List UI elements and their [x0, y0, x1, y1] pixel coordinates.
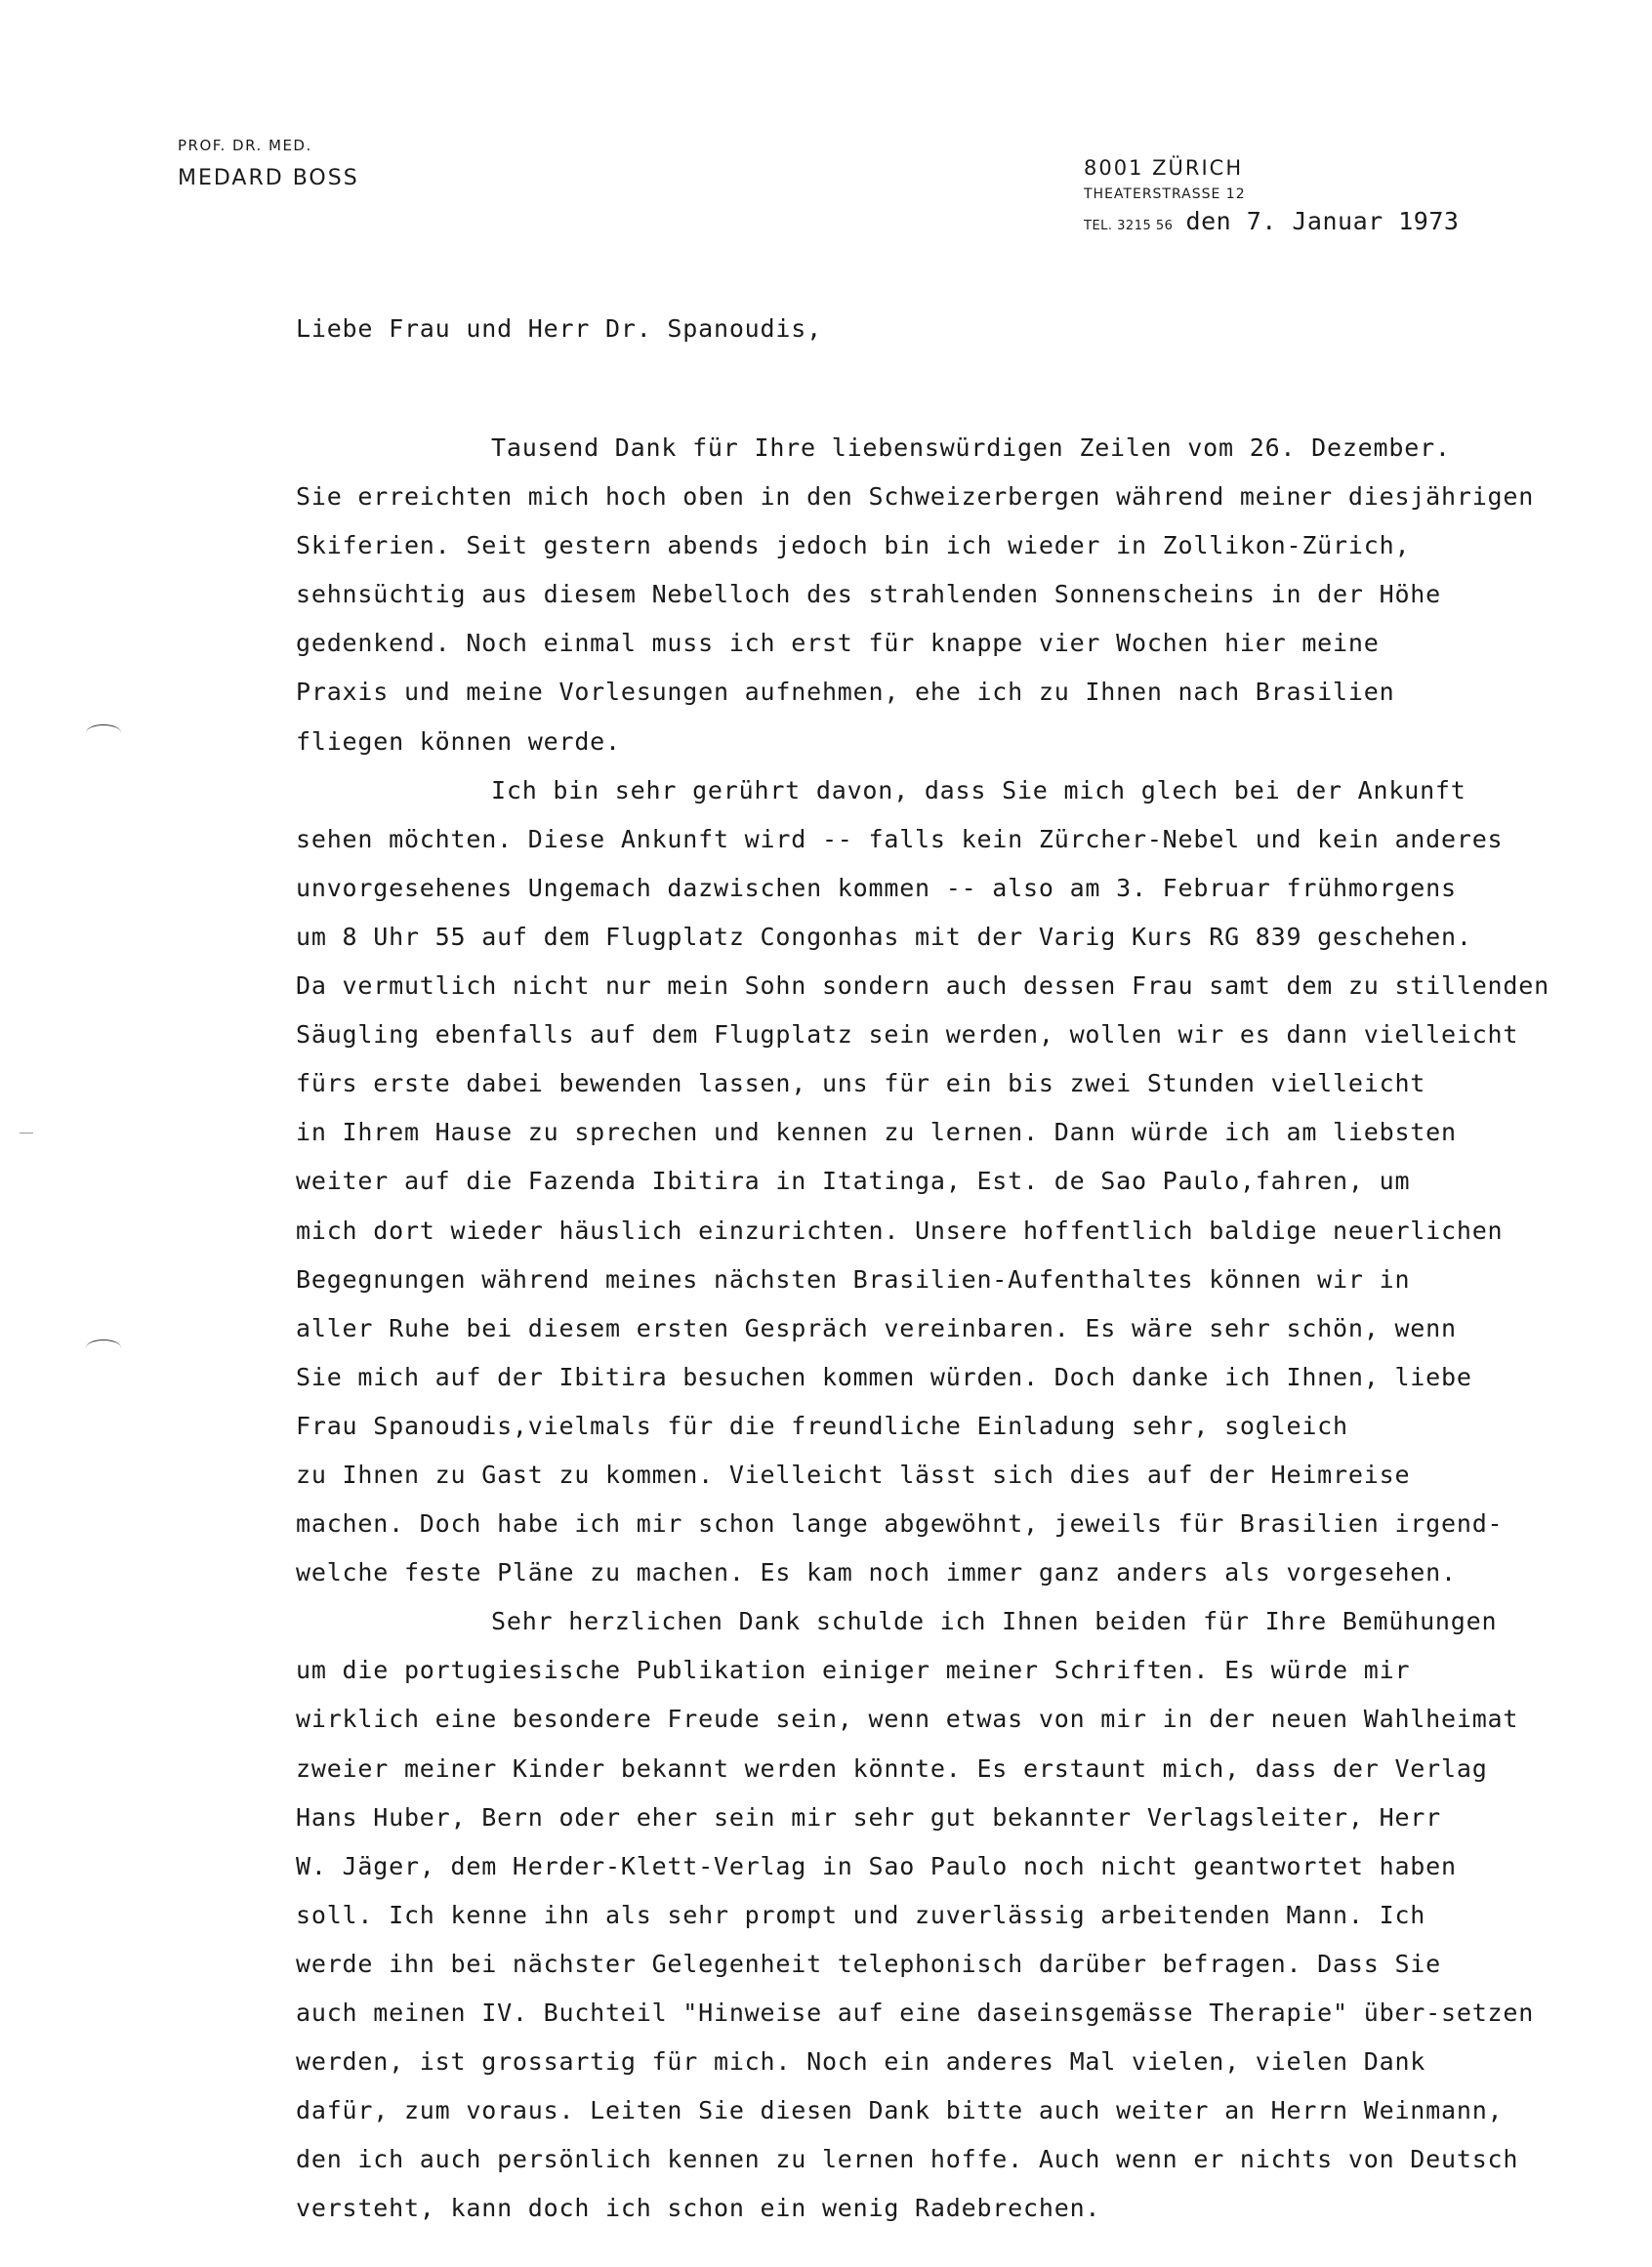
body-line: machen. Doch habe ich mir schon lange abgewöhnt, jeweils für Brasilien irgend- [296, 1509, 1504, 1539]
body-line: mich dort wieder häuslich einzurichten. Unsere hoffentlich baldige neuerlichen [296, 1216, 1504, 1245]
body-line: werde ihn bei nächster Gelegenheit telephonisch darüber befragen. Dass Sie [296, 1949, 1441, 1978]
body-line: um die portugiesische Publikation einiger meiner Schriften. Es würde mir [296, 1656, 1411, 1685]
sender-telephone: TEL. 3215 56 [1084, 218, 1174, 233]
body-line: um 8 Uhr 55 auf dem Flugplatz Congonhas mit der Varig Kurs RG 839 geschehen. [296, 922, 1472, 951]
body-line: soll. Ich kenne ihn als sehr prompt und zuverlässig arbeitenden Mann. Ich [296, 1900, 1426, 1929]
body-line: Frau Spanoudis,vielmals für die freundliche Einladung sehr, sogleich [296, 1411, 1348, 1440]
body-line: Hans Huber, Bern oder eher sein mir sehr gut bekannter Verlagsleiter, Herr [296, 1802, 1441, 1832]
body-line: Ich bin sehr gerührt davon, dass Sie mich glech bei der Ankunft [491, 775, 1466, 804]
letterhead-address [1084, 156, 1459, 236]
sender-city: 8001 ZÜRICH [1084, 156, 1244, 180]
body-line: Praxis und meine Vorlesungen aufnehmen, ehe ich zu Ihnen nach Brasilien [296, 678, 1395, 707]
body-line: Skiferien. Seit gestern abends jedoch bin ich wieder in Zollikon-Zürich, [296, 531, 1411, 560]
body-line: sehnsüchtig aus diesem Nebelloch des strahlenden Sonnenscheins in der Höhe [296, 580, 1441, 609]
body-line: Tausend Dank für Ihre liebenswürdigen Zeilen vom 26. Dezember. [491, 433, 1451, 462]
sender-street: THEATERSTRASSE 12 [1084, 186, 1246, 203]
body-line: auch meinen IV. Buchteil "Hinweise auf eine daseinsgemässe Therapie" über-setzen [296, 1999, 1535, 2027]
body-line: werden, ist grossartig für mich. Noch ein anderes Mal vielen, vielen Dank [296, 2047, 1426, 2077]
body-line: in Ihrem Hause zu sprechen und kennen zu lernen. Dann würde ich am liebsten [296, 1118, 1457, 1147]
body-line: zweier meiner Kinder bekannt werden könnte. Es erstaunt mich, dass der Verlag [296, 1753, 1488, 1783]
margin-punch-mark [86, 1340, 121, 1356]
sender-title: PROF. DR. MED. [178, 137, 312, 154]
body-line: zu Ihnen zu Gast zu kommen. Vielleicht lässt sich dies auf der Heimreise [296, 1460, 1411, 1489]
body-line: welche feste Pläne zu machen. Es kam noch immer ganz anders als vorgesehen. [296, 1558, 1457, 1587]
tel-date-line [1084, 207, 1459, 236]
salutation: Liebe Frau und Herr Dr. Spanoudis, [296, 314, 822, 343]
body-line: sehen möchten. Diese Ankunft wird -- falls kein Zürcher-Nebel und kein anderes [296, 824, 1504, 853]
letter-date: den 7. Januar 1973 [1185, 206, 1460, 235]
body-line: versteht, kann doch ich schon ein wenig Radebrechen. [296, 2194, 1101, 2223]
letter-body [296, 424, 1549, 2233]
body-line: den ich auch persönlich kennen zu lernen hoffe. Auch wenn er nichts von Deutsch [296, 2145, 1519, 2174]
body-line: Sie erreichten mich hoch oben in den Schweizerbergen während meiner diesjährigen [296, 482, 1535, 512]
body-line: weiter auf die Fazenda Ibitira in Itatinga, Est. de Sao Paulo,fahren, um [296, 1167, 1411, 1196]
body-line: fliegen können werde. [296, 726, 621, 756]
body-line: Begegnungen während meines nächsten Brasilien-Aufenthaltes können wir in [296, 1264, 1411, 1294]
margin-fold-mark [20, 1133, 33, 1134]
body-line: Sehr herzlichen Dank schulde ich Ihnen beiden für Ihre Bemühungen [491, 1607, 1498, 1636]
body-line: gedenkend. Noch einmal muss ich erst für knappe vier Wochen hier meine [296, 629, 1380, 658]
body-line: Säugling ebenfalls auf dem Flugplatz sein werden, wollen wir es dann vielleicht [296, 1020, 1519, 1050]
body-line: unvorgesehenes Ungemach dazwischen kommen -- also am 3. Februar frühmorgens [296, 873, 1457, 902]
body-line: dafür, zum voraus. Leiten Sie diesen Dank bitte auch weiter an Herrn Weinmann, [296, 2096, 1504, 2125]
sender-name: MEDARD BOSS [178, 165, 359, 190]
body-line: Da vermutlich nicht nur mein Sohn sondern auch dessen Frau samt dem zu stillenden [296, 971, 1549, 1001]
body-line: wirklich eine besondere Freude sein, wenn etwas von mir in der neuen Wahlheimat [296, 1705, 1519, 1734]
body-line: aller Ruhe bei diesem ersten Gespräch vereinbaren. Es wäre sehr schön, wenn [296, 1313, 1457, 1342]
margin-punch-mark [86, 724, 121, 741]
body-line: W. Jäger, dem Herder-Klett-Verlag in Sao Paulo noch nicht geantwortet haben [296, 1851, 1457, 1880]
body-line: Sie mich auf der Ibitira besuchen kommen würden. Doch danke ich Ihnen, liebe [296, 1362, 1472, 1391]
body-line: fürs erste dabei bewenden lassen, uns für ein bis zwei Stunden vielleicht [296, 1069, 1426, 1098]
letterhead-sender [178, 137, 359, 191]
